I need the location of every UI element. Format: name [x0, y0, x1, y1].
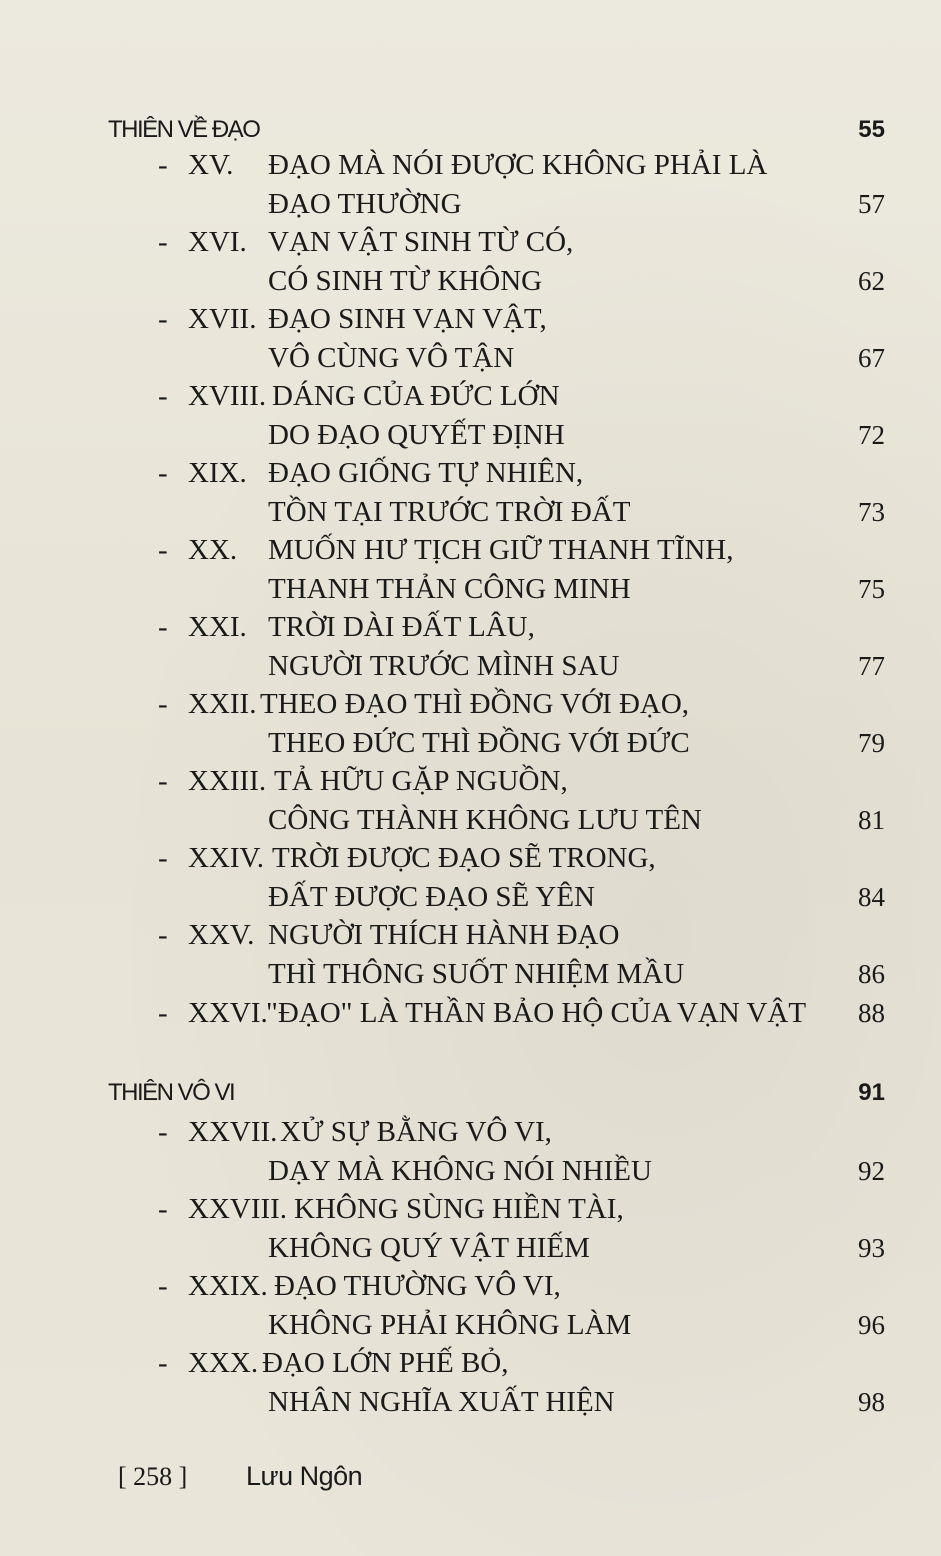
toc-entry: [0, 839, 941, 917]
toc-entry: [0, 1267, 941, 1345]
toc-entry: [0, 531, 941, 609]
entry-title-line1: THEO ĐẠO THÌ ĐỒNG VỚI ĐẠO,: [260, 688, 690, 720]
entry-title-line1: MUỐN HƯ TỊCH GIỮ THANH TĨNH,: [268, 534, 734, 566]
section-page-number: 91: [858, 1079, 885, 1106]
entry-page-number: 84: [858, 882, 885, 912]
section-page-number: 55: [858, 116, 885, 143]
toc-entry: [0, 1344, 941, 1422]
entry-title-line1: VẠN VẬT SINH TỪ CÓ,: [268, 226, 574, 258]
entry-title-line2: VÔ CÙNG VÔ TẬN: [268, 342, 515, 374]
entry-title-line2: THANH THẢN CÔNG MINH: [268, 573, 631, 605]
entry-title-line2: ĐẠO THƯỜNG: [268, 188, 462, 220]
toc-entry: [0, 608, 941, 686]
entry-title-line1: TRỜI ĐƯỢC ĐẠO SẼ TRONG,: [272, 842, 656, 874]
entry-title-line2: CÓ SINH TỪ KHÔNG: [268, 265, 543, 297]
section-title: THIÊN VÔ VI: [108, 1079, 235, 1106]
toc-entry: [0, 454, 941, 532]
entry-numeral: XIX.: [188, 457, 247, 489]
entry-title-line2: ĐẤT ĐƯỢC ĐẠO SẼ YÊN: [268, 881, 596, 913]
entry-dash: -: [158, 149, 168, 181]
toc-entry: [0, 300, 941, 378]
toc-entry: [0, 146, 941, 224]
section-heading: [0, 1075, 941, 1111]
entry-page-number: 75: [858, 574, 885, 604]
entry-title-line1: ĐẠO LỚN PHẾ BỎ,: [262, 1347, 509, 1379]
entry-dash: -: [158, 1270, 168, 1302]
entry-title-line2: KHÔNG QUÝ VẬT HIẾM: [268, 1232, 590, 1264]
entry-numeral: XXI.: [188, 611, 247, 643]
toc-entry: [0, 1190, 941, 1268]
entry-dash: -: [158, 380, 168, 412]
entry-numeral: XXV.: [188, 919, 255, 951]
toc-entry: [0, 223, 941, 301]
entry-title-line2: KHÔNG PHẢI KHÔNG LÀM: [268, 1309, 632, 1341]
footer-author: Lưu Ngôn: [246, 1461, 363, 1491]
entry-numeral: XVIII.: [188, 380, 267, 412]
entry-numeral: XXII.: [188, 688, 257, 720]
toc-entry: [0, 685, 941, 763]
entry-title-line2: DO ĐẠO QUYẾT ĐỊNH: [268, 419, 565, 451]
entry-title-line1: DÁNG CỦA ĐỨC LỚN: [272, 380, 560, 412]
entry-title-line2: NHÂN NGHĨA XUẤT HIỆN: [268, 1386, 615, 1418]
entry-dash: -: [158, 1116, 168, 1148]
toc-entry: [0, 377, 941, 455]
entry-dash: -: [158, 997, 168, 1029]
entry-title-line1: TẢ HỮU GẶP NGUỒN,: [274, 765, 568, 797]
entry-title-line2: DẠY MÀ KHÔNG NÓI NHIỀU: [268, 1155, 652, 1187]
entry-title-line1: XỬ SỰ BẰNG VÔ VI,: [280, 1116, 552, 1148]
section-heading: [0, 112, 941, 148]
entry-dash: -: [158, 303, 168, 335]
toc-entry: [0, 916, 941, 994]
entry-title-line1: KHÔNG SÙNG HIỀN TÀI,: [294, 1193, 624, 1225]
entry-dash: -: [158, 1193, 168, 1225]
section-title: THIÊN VỀ ĐẠO: [108, 116, 260, 143]
entry-dash: -: [158, 688, 168, 720]
toc-entry: [0, 762, 941, 840]
entry-page-number: 92: [858, 1156, 885, 1186]
entry-title-line1: ĐẠO THƯỜNG VÔ VI,: [274, 1270, 561, 1302]
entry-numeral: XXX.: [188, 1347, 259, 1379]
entry-numeral: XVI.: [188, 226, 247, 258]
entry-page-number: 77: [858, 651, 885, 681]
entry-numeral: XXVI.: [188, 997, 268, 1029]
entry-page-number: 57: [858, 189, 885, 219]
entry-page-number: 62: [858, 266, 885, 296]
toc-entry: [0, 994, 941, 1033]
entry-page-number: 73: [858, 497, 885, 527]
entry-dash: -: [158, 226, 168, 258]
entry-title-line1: TRỜI DÀI ĐẤT LÂU,: [268, 611, 535, 643]
entry-numeral: XXIII.: [188, 765, 267, 797]
entry-page-number: 98: [858, 1387, 885, 1417]
entry-page-number: 72: [858, 420, 885, 450]
entry-numeral: XXVIII.: [188, 1193, 288, 1225]
entry-dash: -: [158, 919, 168, 951]
entry-page-number: 88: [858, 998, 885, 1028]
entry-title-line1: NGƯỜI THÍCH HÀNH ĐẠO: [268, 919, 620, 951]
entry-title-line2: NGƯỜI TRƯỚC MÌNH SAU: [268, 650, 620, 682]
entry-page-number: 96: [858, 1310, 885, 1340]
entry-title-line2: THÌ THÔNG SUỐT NHIỆM MẦU: [268, 958, 685, 990]
entry-page-number: 81: [858, 805, 885, 835]
entry-numeral: XXVII.: [188, 1116, 278, 1148]
entry-dash: -: [158, 842, 168, 874]
entry-page-number: 67: [858, 343, 885, 373]
entry-numeral: XVII.: [188, 303, 257, 335]
toc-entry: [0, 1113, 941, 1191]
entry-numeral: XV.: [188, 149, 234, 181]
entry-title-line1: "ĐẠO" LÀ THẦN BẢO HỘ CỦA VẠN VẬT: [266, 997, 807, 1029]
entry-page-number: 79: [858, 728, 885, 758]
entry-title-line1: ĐẠO SINH VẠN VẬT,: [268, 303, 547, 335]
entry-numeral: XX.: [188, 534, 238, 566]
footer-page-number: [ 258 ]: [118, 1462, 188, 1491]
entry-page-number: 93: [858, 1233, 885, 1263]
entry-numeral: XXIV.: [188, 842, 264, 874]
entry-dash: -: [158, 457, 168, 489]
entry-title-line1: ĐẠO GIỐNG TỰ NHIÊN,: [268, 457, 584, 489]
entry-dash: -: [158, 611, 168, 643]
entry-title-line2: THEO ĐỨC THÌ ĐỒNG VỚI ĐỨC: [268, 727, 690, 759]
entry-title-line2: CÔNG THÀNH KHÔNG LƯU TÊN: [268, 804, 702, 836]
entry-title-line1: ĐẠO MÀ NÓI ĐƯỢC KHÔNG PHẢI LÀ: [268, 149, 768, 181]
entry-dash: -: [158, 765, 168, 797]
entry-dash: -: [158, 534, 168, 566]
entry-dash: -: [158, 1347, 168, 1379]
entry-title-line2: TỒN TẠI TRƯỚC TRỜI ĐẤT: [268, 496, 631, 528]
entry-page-number: 86: [858, 959, 885, 989]
entry-numeral: XXIX.: [188, 1270, 268, 1302]
